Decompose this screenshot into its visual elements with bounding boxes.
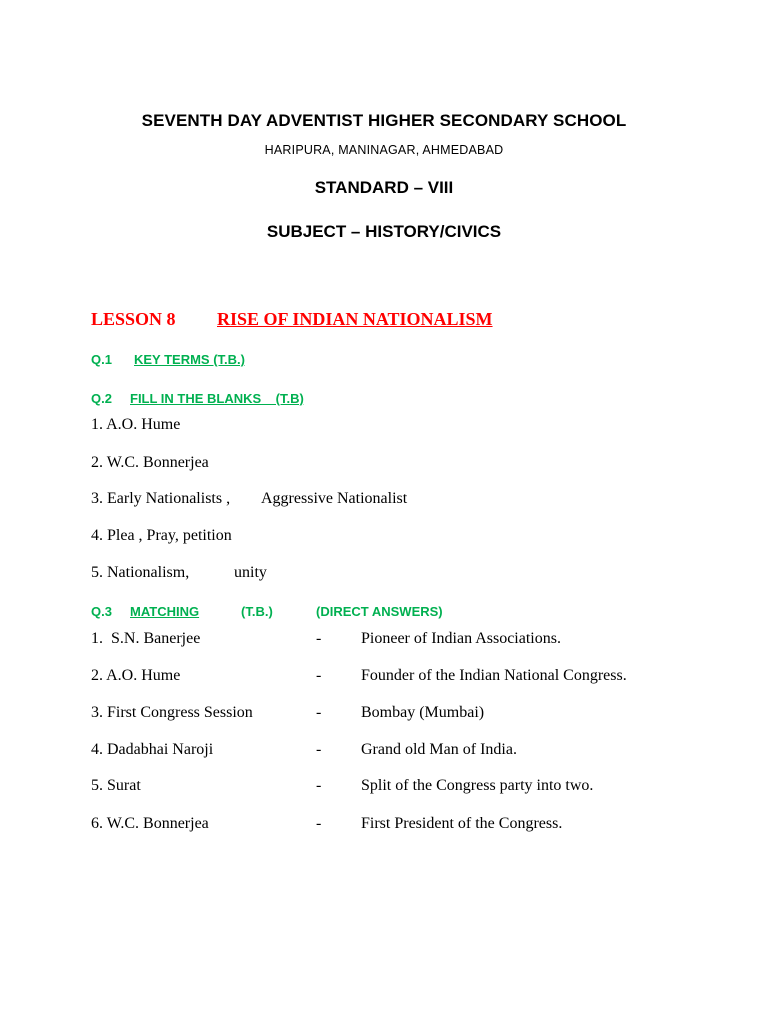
q2-answer-3a: 3. Early Nationalists , (91, 490, 231, 507)
q2-label: FILL IN THE BLANKS (T.B) (130, 391, 304, 406)
match-right-3: Bombay (Mumbai) (361, 704, 485, 721)
match-left-1: 1. S.N. Banerjee (91, 630, 201, 647)
match-dash-3: - (316, 704, 322, 721)
school-address: HARIPURA, MANINAGAR, AHMEDABAD (264, 143, 504, 157)
school-name: SEVENTH DAY ADVENTIST HIGHER SECONDARY SCHOOL (141, 111, 627, 130)
match-left-5: 5. Surat (91, 777, 141, 794)
match-left-3: 3. First Congress Session (91, 704, 253, 721)
q3-note: (DIRECT ANSWERS) (316, 604, 443, 619)
match-left-2: 2. A.O. Hume (91, 667, 181, 684)
q2-number: Q.2 (91, 391, 112, 406)
q2-answer-5a: 5. Nationalism, (91, 564, 190, 581)
q2-answer-1: 1. A.O. Hume (91, 416, 181, 433)
match-left-6: 6. W.C. Bonnerjea (91, 815, 209, 832)
lesson-number: LESSON 8 (91, 309, 176, 329)
standard-heading: STANDARD – VIII (314, 178, 454, 197)
q2-answer-2: 2. W.C. Bonnerjea (91, 454, 209, 471)
q3-label: MATCHING (130, 604, 200, 619)
q3-number: Q.3 (91, 604, 112, 619)
subject-heading: SUBJECT – HISTORY/CIVICS (266, 222, 502, 241)
q2-answer-5b: unity (234, 564, 267, 581)
match-right-1: Pioneer of Indian Associations. (361, 630, 561, 647)
q2-answer-3b: Aggressive Nationalist (261, 490, 408, 507)
match-dash-1: - (316, 630, 322, 647)
q2-answer-4: 4. Plea , Pray, petition (91, 527, 232, 544)
q1-label: KEY TERMS (T.B.) (134, 352, 245, 367)
q3-textbook-tag: (T.B.) (241, 604, 273, 619)
match-dash-4: - (316, 741, 322, 758)
match-left-4: 4. Dadabhai Naroji (91, 741, 214, 758)
match-dash-2: - (316, 667, 322, 684)
match-right-2: Founder of the Indian National Congress. (361, 667, 627, 684)
lesson-title: RISE OF INDIAN NATIONALISM (217, 309, 493, 329)
match-dash-6: - (316, 815, 322, 832)
match-dash-5: - (316, 777, 322, 794)
q1-number: Q.1 (91, 352, 112, 367)
match-right-4: Grand old Man of India. (361, 741, 517, 758)
match-right-6: First President of the Congress. (361, 815, 563, 832)
match-right-5: Split of the Congress party into two. (361, 777, 594, 794)
